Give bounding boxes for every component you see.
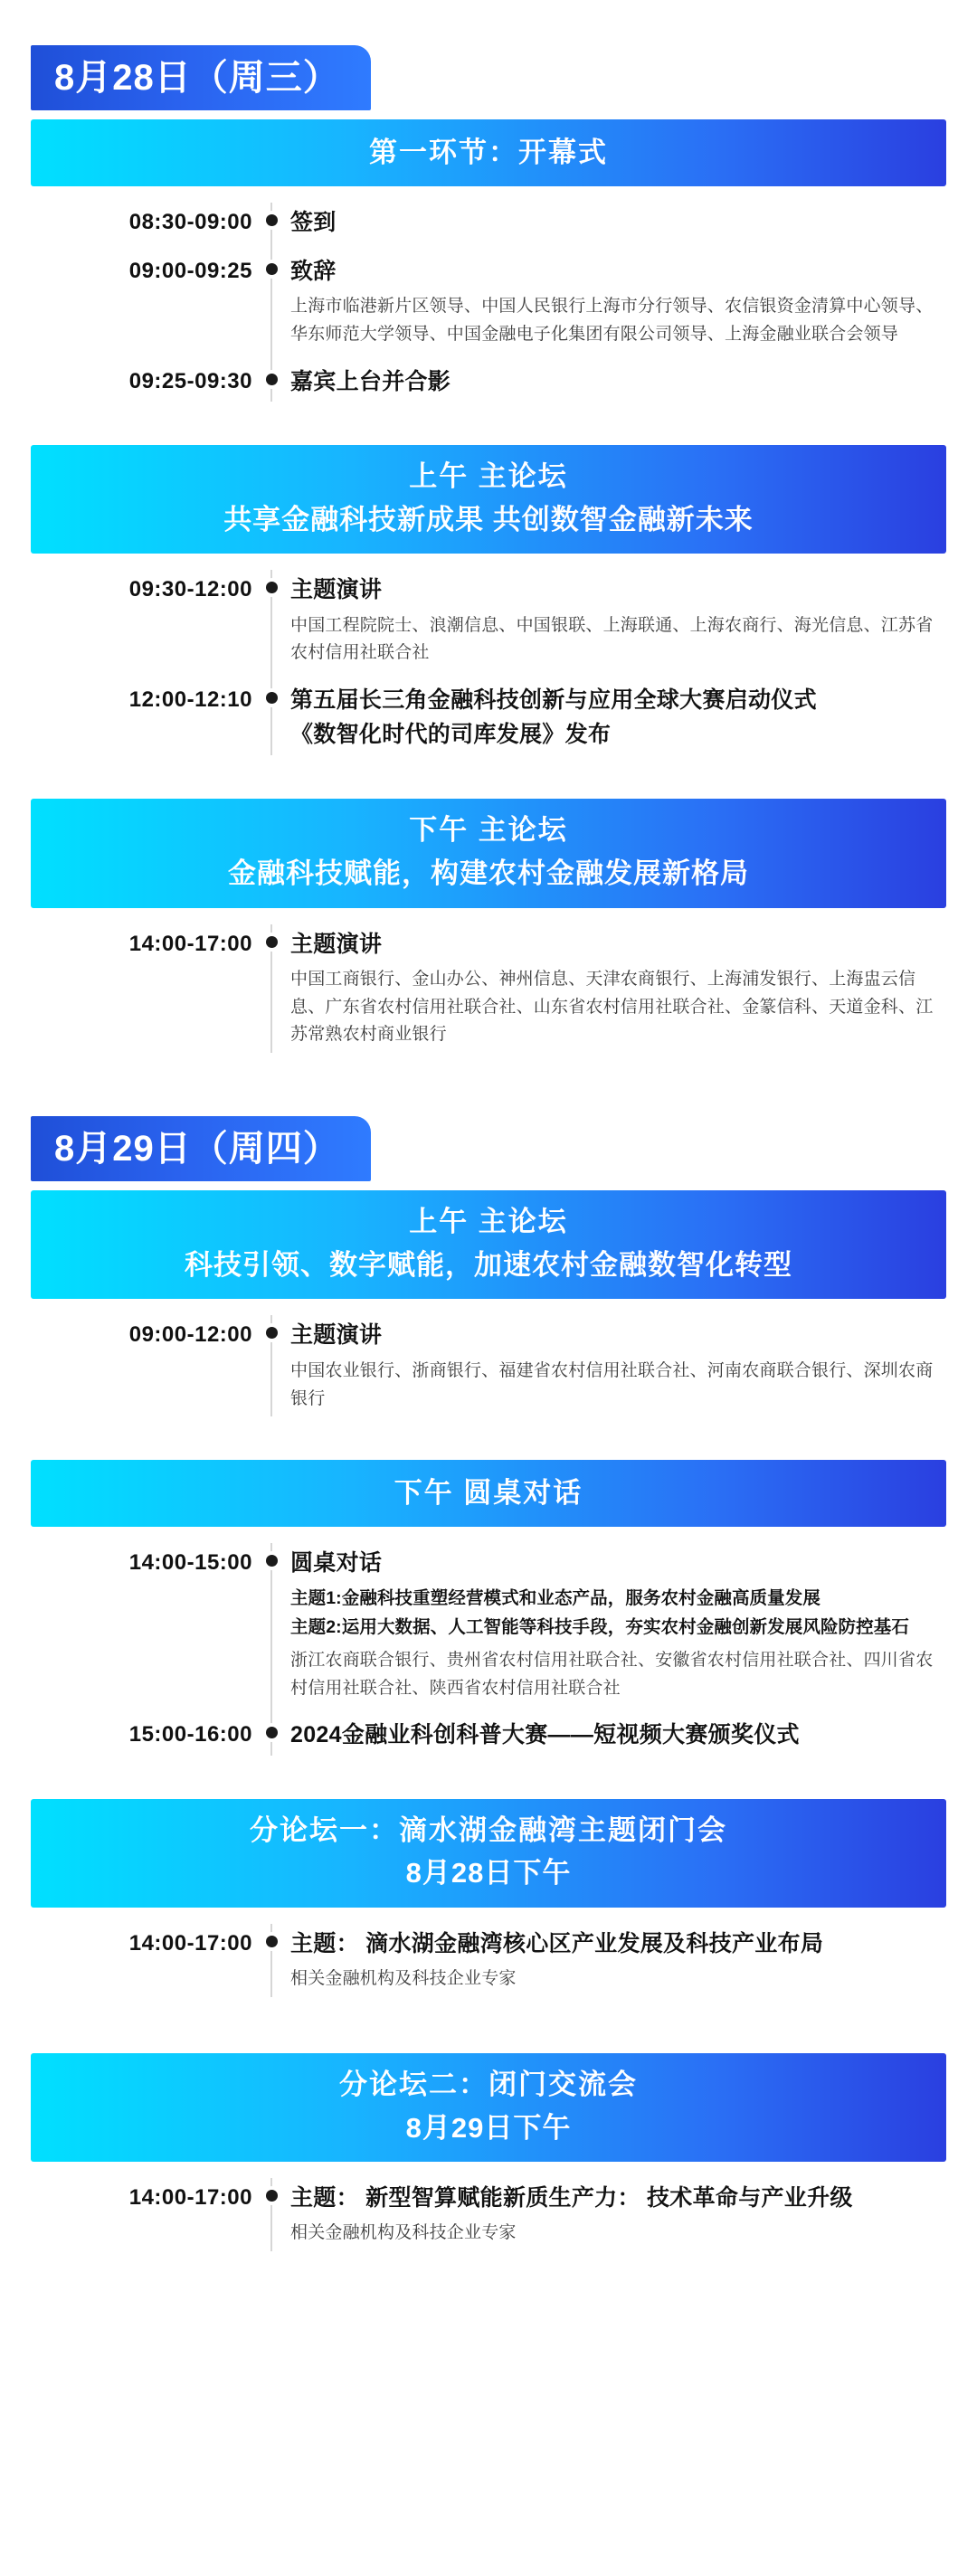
- timeline-dot-column: [252, 206, 290, 226]
- agenda-row: [31, 1711, 946, 1760]
- agenda-row: [31, 248, 946, 358]
- section-banner-title: 分论坛二：闭门交流会: [339, 2068, 638, 2100]
- agenda-row-title: 主题演讲: [290, 1322, 383, 1349]
- agenda-row-time: 08:30-09:00: [128, 209, 252, 234]
- section-banner-subtitle: 金融科技赋能，构建农村金融发展新格局: [228, 857, 749, 890]
- timeline-dot-column: [252, 573, 290, 593]
- agenda-row-participants: 中国农业银行、浙商银行、福建省农村信用社联合社、河南农商联合银行、深圳农商银行: [290, 1360, 934, 1408]
- agenda-row-time: 09:00-12:00: [128, 1322, 252, 1348]
- section-banner: [31, 799, 946, 907]
- agenda-row-participants: 相关金融机构及科技企业专家: [290, 1969, 517, 1989]
- agenda-row-participants: 上海市临港新片区领导、中国人民银行上海市分行领导、农信银资金清算中心领导、华东师范大学领导、中国金融电子化集团有限公司领导、上海金融业联合会领导: [290, 297, 934, 345]
- agenda-row: [31, 2174, 946, 2257]
- timeline-dot-icon: [266, 2190, 278, 2202]
- timeline-dot-icon: [266, 1555, 278, 1567]
- timeline-dot-icon: [266, 1327, 278, 1339]
- timeline-dot-column: [252, 1319, 290, 1339]
- agenda-row-title: 嘉宾上台并合影: [290, 368, 451, 394]
- agenda-timeline: [31, 186, 946, 414]
- agenda-row-title: 致辞: [290, 259, 337, 285]
- agenda-row-content: [290, 206, 946, 239]
- agenda-row-time: 14:00-17:00: [128, 2185, 252, 2211]
- agenda-row: [31, 199, 946, 248]
- section-banner: [31, 1190, 946, 1299]
- timeline-dot-column: [252, 2182, 290, 2202]
- agenda-row-title: 签到: [290, 209, 337, 235]
- agenda-row-title: 第五届长三角金融科技创新与应用全球大赛启动仪式 《数智化时代的司库发展》发布: [290, 687, 817, 747]
- section-gap: [31, 414, 946, 445]
- section-banner: [31, 119, 946, 186]
- day-header-2: 8月29日（周四）: [31, 1116, 371, 1181]
- agenda-row-content: [290, 928, 946, 1050]
- section-banner-subtitle: 科技引领、数字赋能，加速农村金融数智化转型: [185, 1248, 792, 1281]
- agenda-row-title: 2024金融业科创科普大赛——短视频大赛颁奖仪式: [290, 1722, 800, 1748]
- agenda-row-title: 主题： 滴水湖金融湾核心区产业发展及科技产业布局: [290, 1930, 824, 1956]
- agenda-row-content: [290, 1319, 946, 1413]
- timeline-dot-column: [252, 1927, 290, 1947]
- agenda-row-title: 圆桌对话: [290, 1550, 383, 1577]
- section-gap: [31, 1429, 946, 1460]
- agenda-timeline: [31, 908, 946, 1066]
- agenda-row: [31, 921, 946, 1059]
- section-banner-title: 第一环节：开幕式: [369, 137, 608, 168]
- agenda-timeline: [31, 2162, 946, 2264]
- section-banner-subtitle: 8月29日下午: [405, 2111, 572, 2144]
- agenda-row-time: 15:00-16:00: [128, 1722, 252, 1747]
- agenda-row-content: [290, 573, 946, 668]
- section-banner-title: 分论坛一：滴水湖金融湾主题闭门会: [250, 1814, 727, 1846]
- agenda-row-time: 09:30-12:00: [128, 577, 252, 602]
- agenda-row-participants: 相关金融机构及科技企业专家: [290, 2223, 517, 2243]
- timeline-dot-icon: [266, 1936, 278, 1947]
- agenda-row: [31, 677, 946, 761]
- agenda-timeline: [31, 1299, 946, 1429]
- agenda-row-time: 14:00-15:00: [128, 1550, 252, 1576]
- agenda-row-participants: 浙江农商联合银行、贵州省农村信用社联合社、安徽省农村信用社联合社、四川省农村信用社联合社、陕西省农村信用社联合社: [290, 1650, 934, 1698]
- section-banner-subtitle: 共享金融科技新成果 共创数智金融新未来: [223, 503, 754, 535]
- agenda-row: [31, 1312, 946, 1422]
- agenda-row-content: [290, 1927, 946, 1994]
- timeline-dot-column: [252, 255, 290, 275]
- agenda-row-time: 14:00-17:00: [128, 1930, 252, 1956]
- agenda-row-participants: 中国工商银行、金山办公、神州信息、天津农商银行、上海浦发银行、上海盅云信息、广东省农村信用社联合社、山东省农村信用社联合社、金篆信科、天道金科、江苏常熟农村商业银行: [290, 969, 934, 1045]
- agenda-row-topics: 主题1:金融科技重塑经营模式和业态产品，服务农村金融高质量发展 主题2:运用大数据、人工智能等科技手段，夯实农村金融创新发展风险防控基石: [290, 1588, 909, 1637]
- section-banner-title: 下午 圆桌对话: [394, 1477, 583, 1510]
- section-gap: [31, 1065, 946, 1096]
- agenda-row-time: 12:00-12:10: [128, 687, 252, 713]
- timeline-dot-icon: [266, 582, 278, 593]
- subforum-gap: [31, 2010, 946, 2053]
- subforum-gap: [31, 2264, 946, 2307]
- day-header-wrap: [31, 25, 946, 119]
- agenda-row-title: 主题演讲: [290, 931, 383, 957]
- agenda-row-title: 主题演讲: [290, 577, 383, 603]
- timeline-dot-column: [252, 684, 290, 704]
- timeline-dot-column: [252, 365, 290, 385]
- agenda-row: [31, 1539, 946, 1711]
- section-banner-title: 上午 主论坛: [409, 460, 568, 493]
- day-header-wrap: [31, 1096, 946, 1190]
- agenda-row-content: [290, 255, 946, 349]
- agenda-row-time: 09:00-09:25: [128, 259, 252, 284]
- agenda-row-title: 主题： 新型智算赋能新质生产力： 技术革命与产业升级: [290, 2185, 853, 2211]
- agenda-timeline: [31, 554, 946, 768]
- agenda-row: [31, 1920, 946, 2003]
- timeline-dot-icon: [266, 936, 278, 948]
- timeline-dot-column: [252, 928, 290, 948]
- section-banner: [31, 445, 946, 554]
- day-header-1: 8月28日（周三）: [31, 45, 371, 110]
- agenda-row-content: [290, 684, 946, 752]
- section-banner-title: 下午 主论坛: [409, 814, 568, 847]
- section-banner-title: 上午 主论坛: [409, 1206, 568, 1238]
- timeline-dot-column: [252, 1719, 290, 1738]
- agenda-row-content: [290, 2182, 946, 2248]
- timeline-dot-icon: [266, 214, 278, 226]
- agenda-row: [31, 358, 946, 407]
- timeline-dot-column: [252, 1547, 290, 1567]
- section-banner: [31, 1799, 946, 1908]
- agenda-row-time: 09:25-09:30: [128, 368, 252, 393]
- timeline-dot-icon: [266, 692, 278, 704]
- section-banner-subtitle: 8月28日下午: [405, 1857, 572, 1889]
- timeline-dot-icon: [266, 374, 278, 385]
- section-gap: [31, 768, 946, 799]
- timeline-dot-icon: [266, 1727, 278, 1738]
- section-banner: [31, 1460, 946, 1527]
- section-gap: [31, 1768, 946, 1799]
- agenda-timeline: [31, 1527, 946, 1767]
- agenda-row-content: [290, 1547, 946, 1702]
- agenda-root: [31, 25, 946, 2307]
- agenda-row-content: [290, 365, 946, 398]
- timeline-dot-icon: [266, 263, 278, 275]
- section-banner: [31, 2053, 946, 2162]
- agenda-row-time: 14:00-17:00: [128, 931, 252, 956]
- agenda-row-participants: 中国工程院院士、浪潮信息、中国银联、上海联通、上海农商行、海光信息、江苏省农村信用社联合社: [290, 615, 934, 663]
- agenda-timeline: [31, 1908, 946, 2010]
- agenda-row: [31, 566, 946, 677]
- agenda-row-content: [290, 1719, 946, 1751]
